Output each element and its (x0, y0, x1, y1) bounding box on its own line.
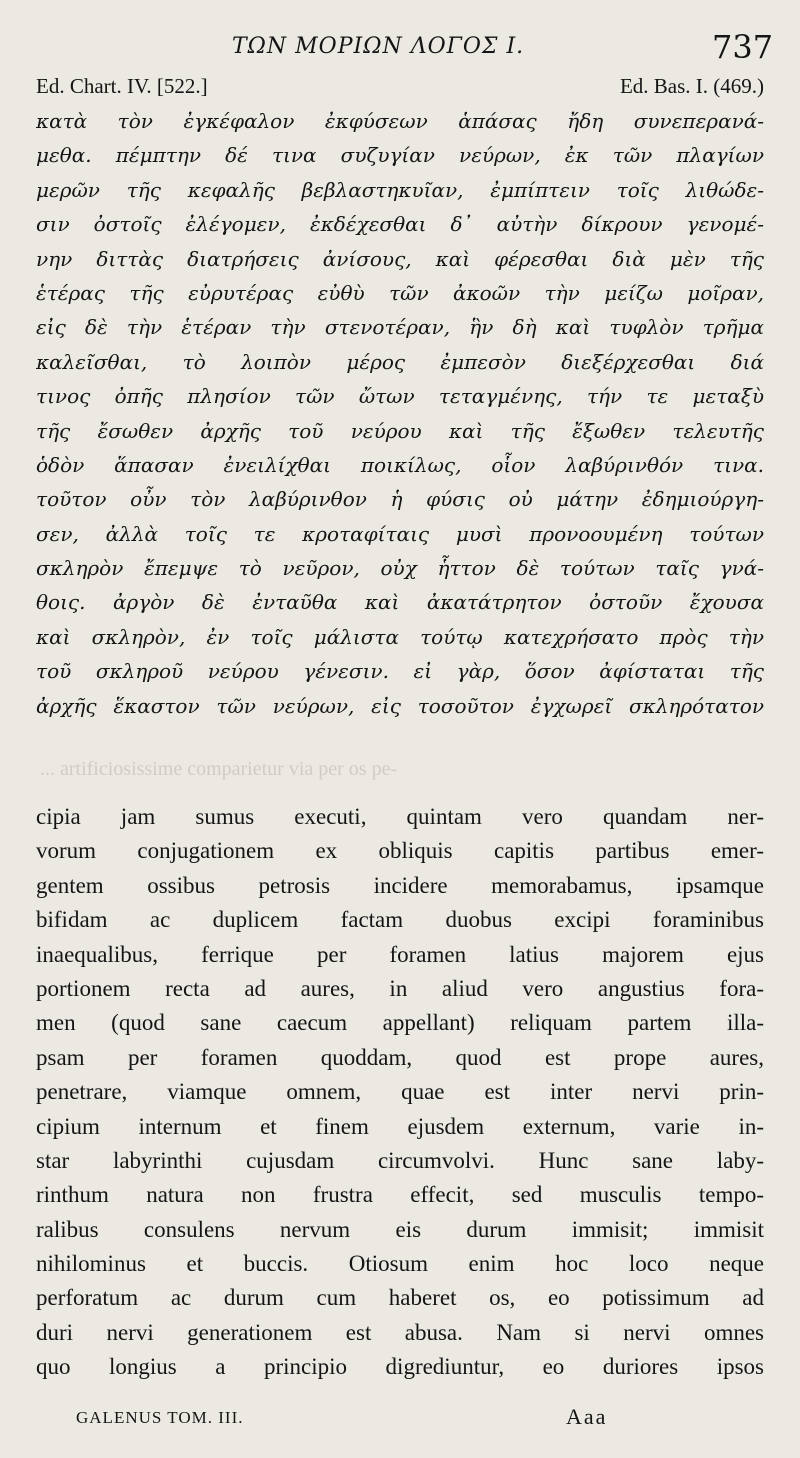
greek-line: σεν, ἀλλὰ τοῖς τε κροταφίταις μυσὶ προνοουμένη τούτων (36, 521, 764, 546)
greek-line: τῆς ἔσωθεν ἀρχῆς τοῦ νεύρου καὶ τῆς ἔξωθεν τελευτῆς (36, 418, 764, 443)
printer-signature: GALENUS TOM. III. (76, 1408, 244, 1427)
greek-line: μεθα. πέμπτην δέ τινα συζυγίαν νεύρων, ἐκ τῶν πλαγίων (36, 143, 764, 168)
latin-line: penetrare, viamque omnem, quae est inter nervi prin- (36, 1079, 764, 1105)
greek-line: ἀρχῆς ἕκαστον τῶν νεύρων, εἰς τοσοῦτον ἐγχωρεῖ σκληρότατον (36, 693, 764, 718)
greek-line: καλεῖσθαι, τὸ λοιπὸν μέρος ἐμπεσὸν διεξέρχεσθαι διά (36, 349, 764, 374)
latin-text-block (36, 800, 764, 1385)
greek-line: νην διττὰς διατρήσεις ἀνίσους, καὶ φέρεσθαι διὰ μὲν τῆς (36, 246, 764, 271)
greek-line: θοις. ἀργὸν δὲ ἐνταῦθα καὶ ἀκατάτρητον ὀστοῦν ἔχουσα (36, 590, 764, 615)
latin-line: vorum conjugationem ex obliquis capitis partibus emer- (36, 838, 764, 864)
greek-line: καὶ σκληρὸν, ἐν τοῖς μάλιστα τούτῳ κατεχρήσατο πρὸς τὴν (36, 624, 764, 649)
page-number: 737 (712, 28, 774, 66)
latin-line: psam per foramen quoddam, quod est prope aures, (36, 1044, 764, 1070)
latin-line: rinthum natura non frustra effecit, sed musculis tempo- (36, 1182, 764, 1208)
latin-line: gentem ossibus petrosis incidere memorabamus, ipsamque (36, 872, 764, 898)
greek-line: μερῶν τῆς κεφαλῆς βεβλαστηκυῖαν, ἐμπίπτειν τοῖς λιθώδε- (36, 177, 764, 202)
latin-line: ralibus consulens nervum eis durum immisit; immisit (36, 1216, 764, 1242)
latin-line: perforatum ac durum cum haberet os, eo potissimum ad (36, 1285, 764, 1311)
running-head (0, 28, 800, 68)
edition-basel-reference: Ed. Bas. I. (469.) (619, 74, 764, 98)
signature-mark: Aaa (566, 1404, 608, 1429)
greek-line: τοῦ σκληροῦ νεύρου γένεσιν. εἰ γὰρ, ὅσον ἀφίσταται τῆς (36, 659, 764, 684)
latin-line: duri nervi generationem est abusa. Nam si nervi omnes (36, 1319, 764, 1345)
greek-line: τοῦτον οὖν τὸν λαβύρινθον ἡ φύσις οὐ μάτην ἐδημιούργη- (36, 487, 764, 512)
latin-line: cipium internum et finem ejusdem externum, varie in- (36, 1113, 764, 1139)
edition-references (36, 72, 764, 104)
latin-line: quo longius a principio digrediuntur, eo duriores ipsos (36, 1354, 764, 1380)
latin-line: star labyrinthi cujusdam circumvolvi. Hunc sane laby- (36, 1147, 764, 1173)
greek-line: τινος ὀπῆς πλησίον τῶν ὤτων τεταγμένης, τήν τε μεταξὺ (36, 384, 764, 409)
page-footer (36, 1404, 764, 1434)
bleed-through-text: ... artificiosissime comparietur via per os pe- (40, 758, 398, 780)
greek-line: κατὰ τὸν ἐγκέφαλον ἐκφύσεων ἁπάσας ἤδη συνεπερανά- (36, 109, 764, 133)
greek-line: εἰς δὲ τὴν ἑτέραν τὴν στενοτέραν, ἣν δὴ καὶ τυφλὸν τρῆμα (36, 315, 764, 340)
latin-line: men (quod sane caecum appellant) reliquam partem illa- (36, 1010, 764, 1036)
latin-line: cipia jam sumus executi, quintam vero quandam ner- (36, 804, 764, 829)
greek-line: σκληρὸν ἔπεμψε τὸ νεῦρον, οὐχ ἧττον δὲ τούτων ταῖς γνά- (36, 556, 764, 581)
latin-line: portionem recta ad aures, in aliud vero angustius fora- (36, 975, 764, 1001)
greek-line: σιν ὀστοῖς ἐλέγομεν, ἐκδέχεσθαι δ᾽ αὐτὴν δίκρουν γενομέ- (36, 212, 764, 237)
edition-chart-reference: Ed. Chart. IV. [522.] (36, 74, 208, 98)
greek-line: ὁδὸν ἅπασαν ἐνειλίχθαι ποικίλως, οἷον λαβύρινθόν τινα. (36, 452, 764, 477)
latin-line: nihilominus et buccis. Otiosum enim hoc loco neque (36, 1251, 764, 1277)
running-title: ΤΩΝ ΜΟΡΙΩΝ ΛΟΓΟΣ Ι. (232, 34, 525, 59)
greek-text-block (36, 104, 764, 723)
latin-line: inaequalibus, ferrique per foramen latius majorem ejus (36, 941, 764, 967)
greek-line: ἑτέρας τῆς εὐρυτέρας εὐθὺ τῶν ἀκοῶν τὴν μείζω μοῖραν, (36, 280, 764, 305)
latin-line: bifidam ac duplicem factam duobus excipi foraminibus (36, 907, 764, 933)
